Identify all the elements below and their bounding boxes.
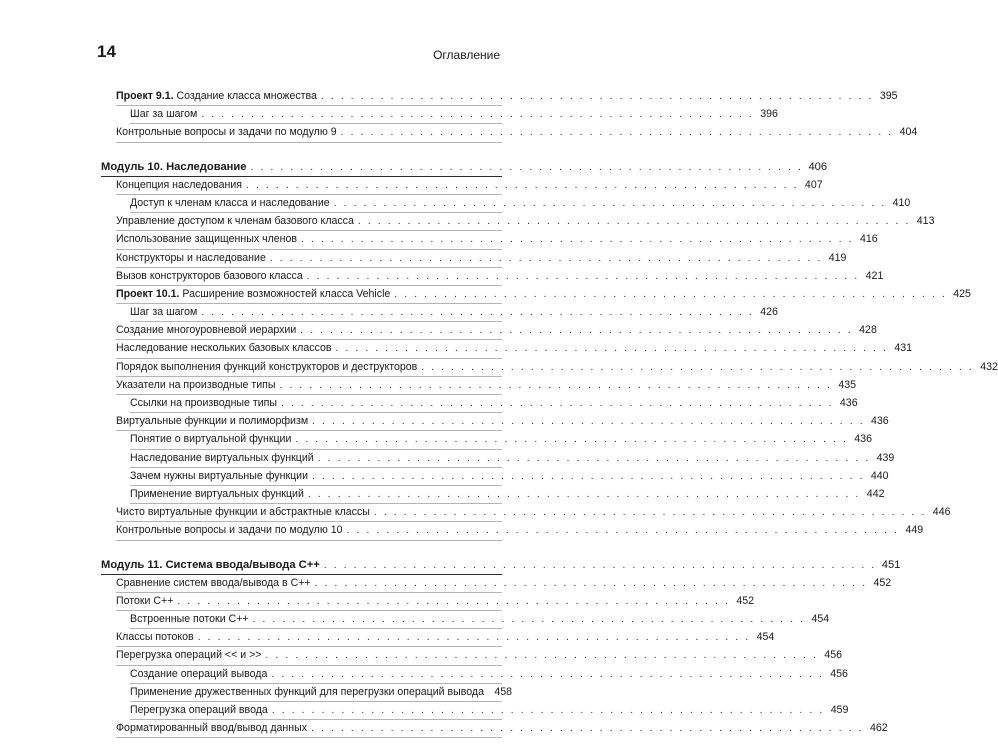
toc-entry[interactable]	[130, 611, 830, 629]
toc-entry-title	[116, 522, 343, 539]
toc-entry-title	[116, 593, 173, 610]
dot-leader: . . . . . . . . . . . . . . . . . . . . . . . . . . . . . . . . . . . . . . . . . . . . . . . . . . . . . . . .	[295, 434, 848, 446]
dot-leader: . . . . . . . . . . . . . . . . . . . . . . . . . . . . . . . . . . . . . . . . . . . . . . . . . . . . . . . .	[323, 559, 877, 571]
toc-entry-title	[130, 702, 268, 719]
toc-entry-title	[116, 340, 331, 357]
toc-entry-text: Указатели на производные типы	[116, 378, 276, 391]
toc-entry[interactable]	[116, 413, 889, 431]
toc-entry-title	[116, 213, 354, 230]
dot-leader: . . . . . . . . . . . . . . . . . . . . . . . . . . . . . . . . . . . . . . . . . . . . . . . . . . . . . . . .	[246, 179, 799, 191]
dot-leader: . . . . . . . . . . . . . . . . . . . . . . . . . . . . . . . . . . . . . . . . . . . . . . . . . . . . . . . .	[346, 525, 900, 537]
toc-entry-title	[116, 286, 390, 303]
toc-entry-label: Модуль 11. Система ввода/вывода С++	[101, 558, 320, 571]
toc-entry-title	[116, 231, 297, 248]
dot-leader: . . . . . . . . . . . . . . . . . . . . . . . . . . . . . . . . . . . . . . . . . . . . . . . . . . . . . . . .	[311, 723, 864, 735]
toc-entry-title	[130, 468, 308, 485]
toc-entry-text: Сравнение систем ввода/вывода в С++	[116, 576, 311, 589]
toc-page-number: 428	[859, 324, 877, 337]
dot-leader: . . . . . . . . . . . . . . . . . . . . . . . . . . . . . . . . . . . . . . . . . . . . . . . . . . . . . . . .	[311, 470, 865, 482]
toc-entry-text: Потоки С++	[116, 594, 174, 607]
toc-entry-text: Контрольные вопросы и задачи по модулю 10	[116, 524, 343, 537]
toc-entry[interactable]	[130, 702, 849, 720]
toc-entry-text: Перегрузка операций << и >>	[116, 649, 262, 662]
toc-entry-title	[116, 268, 303, 285]
toc-entry-text: Наследование нескольких базовых классов	[116, 342, 332, 355]
toc-entry-text: Создание класса множества	[173, 90, 317, 102]
toc-entry[interactable]	[130, 486, 885, 504]
toc-page-number: 436	[854, 433, 872, 446]
toc-entry-text: Применение дружественных функций для перегрузки операций вывода	[130, 685, 484, 698]
dot-leader: . . . . . . . . . . . . . . . . . . . . . . . . . . . . . . . . . . . . . . . . . . . . . . . . . . . . . . . .	[269, 252, 823, 264]
dot-leader: . . . . . . . . . . . . . . . . . . . . . . . . . . . . . . . . . . . . . . . . . . . . . . . . . . . . . . . .	[177, 595, 731, 607]
toc-entry-text: Шаг за шагом	[130, 108, 198, 121]
toc-entry-label: Проект 10.1.	[116, 287, 180, 300]
toc-entry[interactable]	[130, 304, 778, 322]
table-of-contents	[101, 88, 998, 738]
toc-page-number: 440	[870, 469, 889, 482]
toc-entry[interactable]	[130, 684, 512, 702]
toc-page-number: 456	[824, 649, 843, 662]
toc-entry-text: Встроенные потоки С++	[130, 613, 249, 626]
toc-entry-text: Шаг за шагом	[130, 306, 198, 319]
toc-entry[interactable]	[116, 647, 843, 665]
toc-entry-title	[116, 88, 317, 105]
toc-page-number: 395	[879, 90, 898, 102]
dot-leader: . . . . . . . . . . . . . . . . . . . . . . . . . . . . . . . . . . . . . . . . . . . . . . . . . . . . . . . .	[314, 577, 868, 589]
toc-page-number: 396	[760, 108, 778, 121]
toc-entry-text: Ссылки на производные типы	[130, 397, 277, 409]
toc-page-number: 421	[865, 269, 884, 282]
toc-entry[interactable]	[130, 450, 895, 468]
toc-entry[interactable]	[130, 431, 872, 449]
toc-entry-title	[101, 557, 320, 574]
toc-page-number: 410	[892, 196, 911, 209]
toc-entry-text: Управление доступом к членам базового класса	[116, 215, 354, 228]
toc-entry[interactable]	[116, 124, 918, 142]
toc-entry-title	[116, 377, 275, 394]
toc-entry-text: Создание многоуровневой иерархии	[116, 324, 297, 337]
running-title: Оглавление	[433, 48, 500, 62]
toc-page-number: 451	[881, 558, 901, 571]
toc-entry[interactable]	[116, 177, 823, 195]
dot-leader: . . . . . . . . . . . . . . . . . . . . . . . . . . . . . . . . . . . . . . . . . . . . . . . . . . . . . . . .	[306, 270, 860, 282]
toc-entry[interactable]	[130, 195, 911, 213]
toc-entry-title	[116, 575, 311, 592]
toc-entry-text: Контрольные вопросы и задачи по модулю 9	[116, 126, 337, 139]
toc-page-number: 432	[980, 360, 998, 373]
toc-page-number: 407	[804, 178, 823, 191]
toc-entry[interactable]	[116, 322, 877, 340]
toc-page-number: 452	[736, 594, 755, 607]
toc-entry-text: Применение виртуальных функций	[130, 487, 304, 500]
toc-entry-title	[116, 647, 261, 664]
dot-leader: . . . . . . . . . . . . . . . . . . . . . . . . . . . . . . . . . . . . . . . . . . . . . . . . . . . . . . . .	[333, 197, 887, 209]
toc-entry-title	[116, 504, 370, 521]
toc-entry-text: Конструкторы и наследование	[116, 251, 266, 264]
toc-entry[interactable]	[116, 629, 775, 647]
toc-page-number: 416	[859, 233, 878, 246]
toc-page-number: 442	[866, 487, 885, 500]
toc-page-number: 454	[756, 631, 775, 644]
toc-page-number: 462	[869, 722, 888, 735]
toc-entry-title	[130, 106, 197, 123]
toc-entry-title	[116, 720, 307, 737]
toc-entry-title	[130, 395, 277, 412]
toc-page-number: 436	[871, 415, 889, 428]
dot-leader: . . . . . . . . . . . . . . . . . . . . . . . . . . . . . . . . . . . . . . . . . . . . . . . . . . . . . . . .	[271, 668, 824, 680]
toc-page-number: 456	[830, 667, 848, 680]
toc-entry-text: Форматированный ввод/вывод данных	[116, 722, 308, 735]
toc-entry-text: Расширение возможностей класса Vehicle	[179, 287, 391, 300]
toc-entry-title	[130, 195, 330, 212]
toc-entry[interactable]	[116, 340, 913, 358]
toc-page-number: 413	[916, 215, 935, 228]
toc-chapter-entry[interactable]	[101, 159, 828, 177]
toc-entry-text: Вызов конструкторов базового класса	[116, 269, 303, 282]
toc-page-number: 425	[953, 287, 971, 300]
toc-page-number: 439	[876, 451, 895, 464]
toc-entry[interactable]	[116, 88, 898, 106]
toc-page-number: 449	[905, 524, 924, 537]
dot-leader: . . . . . . . . . . . . . . . . . . . . . . . . . . . . . . . . . . . . . . . . . . . . . . . . . . . . . . . .	[300, 325, 853, 337]
toc-entry[interactable]	[130, 468, 889, 486]
dot-leader: . . . . . . . . . . . . . . . . . . . . . . . . . . . . . . . . . . . . . . . . . . . . . . . . . . . . . . . .	[197, 632, 751, 644]
toc-page-number: 436	[839, 397, 858, 409]
toc-entry-title	[101, 159, 247, 176]
dot-leader: . . . . . . . . . . . . . . . . . . . . . . . . . . . . . . . . . . . . . . . . . . . . . . . . . . . . . . . .	[340, 127, 894, 139]
dot-leader: . . . . . . . . . . . . . . . . . . . . . . . . . . . . . . . . . . . . . . . . . . . . . . . . . . . . . . . .	[281, 398, 834, 409]
dot-leader: . . . . . . . . . . . . . . . . . . . . . . . . . . . . . . . . . . . . . . . . . . . . . . . . . . . . . . . .	[201, 109, 754, 121]
toc-entry-title	[116, 322, 296, 339]
dot-leader: . . . . . . . . . . . . . . . . . . . . . . . . . . . . . . . . . . . . . . . . . . . . . . . . . . . . . . . .	[250, 161, 804, 173]
toc-entry-title	[116, 250, 266, 267]
toc-entry[interactable]	[130, 395, 858, 413]
dot-leader: . . . . . . . . . . . . . . . . . . . . . . . . . . . . . . . . . . . . . . . . . . . . . . . . . . . . . . . .	[271, 705, 825, 716]
toc-entry-text: Виртуальные функции и полиморфизм	[116, 415, 309, 428]
toc-entry-text: Создание операций вывода	[130, 667, 268, 680]
dot-leader: . . . . . . . . . . . . . . . . . . . . . . . . . . . . . . . . . . . . . . . . . . . . . . . . . . . . . . . .	[421, 361, 974, 373]
dot-leader: . . . . . . . . . . . . . . . . . . . . . . . . . . . . . . . . . . . . . . . . . . . . . . . . . . . . . . . .	[201, 307, 754, 319]
dot-leader: . . . . . . . . . . . . . . . . . . . . . . . . . . . . . . . . . . . . . . . . . . . . . . . . . . . . . . . .	[312, 416, 865, 428]
toc-entry[interactable]	[116, 720, 888, 738]
toc-entry-title	[130, 431, 291, 448]
toc-entry-label: Модуль 10. Наследование	[101, 160, 247, 173]
dot-leader: . . . . . . . . . . . . . . . . . . . . . . . . . . . . . . . . . . . . . . . . . . . . . . . . . . . . . . . .	[320, 91, 874, 102]
toc-entry-title	[116, 413, 308, 430]
toc-entry-title	[130, 486, 304, 503]
toc-entry-text: Использование защищенных членов	[116, 233, 298, 246]
page-number: 14	[97, 42, 116, 61]
toc-page-number: 458	[494, 685, 512, 698]
toc-entry-text: Зачем нужны виртуальные функции	[130, 469, 308, 482]
toc-entry-text: Доступ к членам класса и наследование	[130, 196, 330, 209]
toc-entry[interactable]	[116, 231, 878, 249]
toc-entry-text: Порядок выполнения функций конструкторов и деструкторов	[116, 360, 418, 373]
dot-leader: . . . . . . . . . . . . . . . . . . . . . . . . . . . . . . . . . . . . . . . . . . . . . . . . . . . . . . . .	[335, 343, 889, 355]
toc-entry-text: Наследование виртуальных функций	[130, 451, 314, 464]
toc-entry-text: Перегрузка операций ввода	[130, 704, 268, 716]
dot-leader: . . . . . . . . . . . . . . . . . . . . . . . . . . . . . . . . . . . . . . . . . . . . . . . . . . . . . . . .	[265, 650, 819, 662]
toc-page-number: 459	[830, 704, 849, 716]
toc-entry-title	[116, 124, 337, 141]
dot-leader: . . . . . . . . . . . . . . . . . . . . . . . . . . . . . . . . . . . . . . . . . . . . . . . . . . . . . . . .	[307, 488, 861, 500]
toc-entry-title	[130, 611, 249, 628]
toc-page-number: 446	[932, 506, 951, 519]
toc-page-number: 435	[838, 378, 857, 391]
toc-entry-label: Проект 9.1.	[116, 90, 174, 102]
dot-leader: . . . . . . . . . . . . . . . . . . . . . . . . . . . . . . . . . . . . . . . . . . . . . . . . . . . . . . . .	[373, 507, 927, 519]
toc-entry[interactable]	[116, 377, 857, 395]
toc-page-number: 404	[899, 126, 918, 139]
toc-page-number: 406	[808, 160, 828, 173]
toc-entry-text: Концепция наследования	[116, 178, 243, 191]
toc-entry[interactable]	[116, 213, 935, 231]
toc-entry-text: Классы потоков	[116, 631, 194, 644]
toc-page-number: 452	[873, 576, 892, 589]
toc-entry-title	[130, 304, 197, 321]
toc-entry-title	[130, 450, 314, 467]
toc-entry-text: Чисто виртуальные функции и абстрактные классы	[116, 506, 370, 519]
toc-entry-title	[116, 177, 242, 194]
toc-entry[interactable]	[130, 666, 848, 684]
toc-entry[interactable]	[116, 504, 951, 522]
toc-page-number: 419	[828, 251, 847, 264]
toc-entry[interactable]	[116, 522, 924, 540]
toc-entry[interactable]	[116, 268, 884, 286]
dot-leader: . . . . . . . . . . . . . . . . . . . . . . . . . . . . . . . . . . . . . . . . . . . . . . . . . . . . . . . .	[357, 216, 911, 228]
toc-entry[interactable]	[116, 250, 847, 268]
toc-page-number: 426	[760, 306, 778, 319]
toc-page-number: 454	[811, 613, 830, 626]
dot-leader: . . . . . . . . . . . . . . . . . . . . . . . . . . . . . . . . . . . . . . . . . . . . . . . . . . . . . . . .	[394, 288, 947, 300]
toc-page-number: 431	[894, 342, 913, 355]
toc-chapter-entry[interactable]	[101, 557, 901, 575]
toc-entry-title	[130, 666, 267, 683]
toc-entry[interactable]	[116, 359, 998, 377]
dot-leader: . . . . . . . . . . . . . . . . . . . . . . . . . . . . . . . . . . . . . . . . . . . . . . . . . . . . . . . .	[301, 234, 854, 246]
toc-entry[interactable]	[130, 106, 778, 124]
toc-entry-title	[116, 629, 194, 646]
toc-entry[interactable]	[116, 286, 971, 304]
dot-leader: . . . . . . . . . . . . . . . . . . . . . . . . . . . . . . . . . . . . . . . . . . . . . . . . . . . . . . . .	[317, 452, 871, 464]
toc-entry[interactable]	[116, 575, 892, 593]
toc-entry[interactable]	[116, 593, 755, 611]
dot-leader: . . . . . . . . . . . . . . . . . . . . . . . . . . . . . . . . . . . . . . . . . . . . . . . . . . . . . . . .	[279, 379, 833, 391]
toc-entry-title	[130, 684, 484, 701]
toc-entry-text: Понятие о виртуальной функции	[130, 433, 292, 446]
dot-leader: . . . . . . . . . . . . . . . . . . . . . . . . . . . . . . . . . . . . . . . . . . . . . . . . . . . . . . . .	[252, 614, 806, 626]
toc-entry-title	[116, 359, 417, 376]
